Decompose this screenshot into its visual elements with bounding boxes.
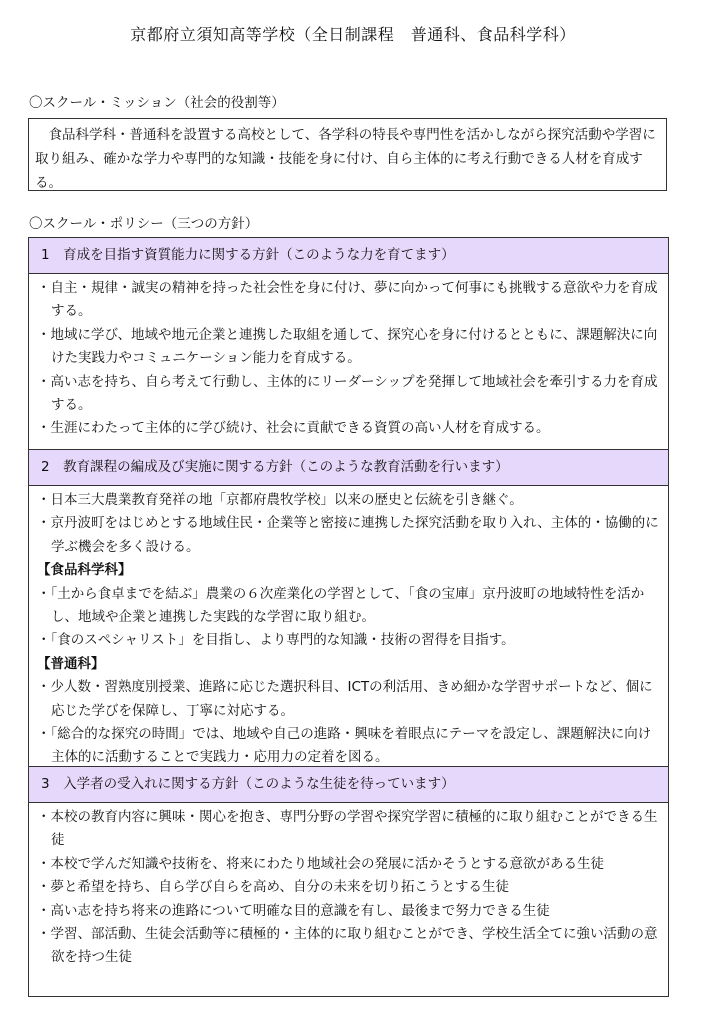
subheading-general: 【普通科】 bbox=[37, 655, 105, 672]
list-item: ・「土から食卓までを結ぶ」農業の６次産業化の学習として、「食の宝庫」京丹波町の地域特性を活かし、地域や企業と連携した実践的な学習に取り組む。 bbox=[37, 585, 645, 626]
list-item: ・生涯にわたって主体的に学び続け、社会に貢献できる資質の高い人材を育成する。 bbox=[37, 420, 550, 437]
mission-box: 食品科学科・普通科を設置する高校として、各学科の特長や専門性を活かしながら探究活動や学習に取り組み、確かな学力や専門的な知識・技能を身に付け、自ら主体的に考え行動できる人材を育成する。 bbox=[28, 118, 667, 191]
list-item: ・夢と希望を持ち、自ら学び自らを高め、自分の未来を切り拓こうとする生徒 bbox=[37, 879, 509, 896]
list-item: ・少人数・習熟度別授業、進路に応じた選択科目、ICTの利活用、きめ細かな学習サポートなど、個に応じた学びを保障し、丁寧に対応する。 bbox=[37, 679, 653, 719]
policy-heading-3: 3 入学者の受入れに関する方針（このような生徒を待っています） bbox=[29, 766, 668, 803]
list-item: ・高い志を持ち、自ら考えて行動し、主体的にリーダーシップを発揮して地域社会を牽引する力を育成する。 bbox=[37, 373, 658, 414]
policy-body-1 bbox=[29, 274, 668, 449]
list-item: ・本校の教育内容に興味・関心を抱き、専門分野の学習や探究学習に積極的に取り組むことができる生徒 bbox=[37, 809, 658, 849]
list-item: ・本校で学んだ知識や技術を、将来にわたり地域社会の発展に活かそうとする意欲がある生徒 bbox=[37, 855, 604, 872]
mission-label: 〇スクール・ミッション（社会的役割等） bbox=[29, 95, 285, 111]
list-item: ・「食のスペシャリスト」を目指し、より専門的な知識・技術の習得を目指す。 bbox=[37, 632, 515, 649]
policy-body-3 bbox=[29, 803, 668, 996]
policy-label: 〇スクール・ポリシー（三つの方針） bbox=[29, 216, 259, 232]
policy-heading-2: 2 教育課程の編成及び実施に関する方針（このような教育活動を行います） bbox=[29, 449, 668, 486]
list-item: ・高い志を持ち将来の進路について明確な目的意識を有し、最後まで努力できる生徒 bbox=[37, 902, 550, 919]
list-item: ・日本三大農業教育発祥の地「京都府農牧学校」以来の歴史と伝統を引き継ぐ。 bbox=[37, 492, 523, 508]
page-title: 京都府立須知高等学校（全日制課程 普通科、食品科学科） bbox=[130, 25, 576, 44]
subheading-food-science: 【食品科学科】 bbox=[37, 562, 132, 579]
list-item: ・自主・規律・誠実の精神を持った社会性を身に付け、夢に向かって何事にも挑戦する意欲や力を育成する。 bbox=[37, 280, 658, 320]
policy-body-2 bbox=[29, 486, 668, 766]
policy-heading-1: 1 育成を目指す資質能力に関する方針（このような力を育てます） bbox=[29, 238, 668, 274]
list-item: ・学習、部活動、生徒会活動等に積極的・主体的に取り組むことができ、学校生活全てに強い活動の意欲を持つ生徒 bbox=[37, 926, 658, 966]
list-item: ・京丹波町をはじめとする地域住民・企業等と密接に連携した探究活動を取り入れ、主体的・協働的に学ぶ機会を多く設ける。 bbox=[37, 515, 659, 555]
list-item: ・地域に学び、地域や地元企業と連携した取組を通して、探究心を身に付けるとともに、課題解決に向けた実践力やコミュニケーション能力を育成する。 bbox=[37, 326, 658, 367]
list-item: ・「総合的な探究の時間」では、地域や自己の進路・興味を着眼点にテーマを設定し、課題解決に向け主体的に活動することで実践力・応用力の定着を図る。 bbox=[37, 726, 652, 766]
policy-table bbox=[28, 237, 669, 997]
